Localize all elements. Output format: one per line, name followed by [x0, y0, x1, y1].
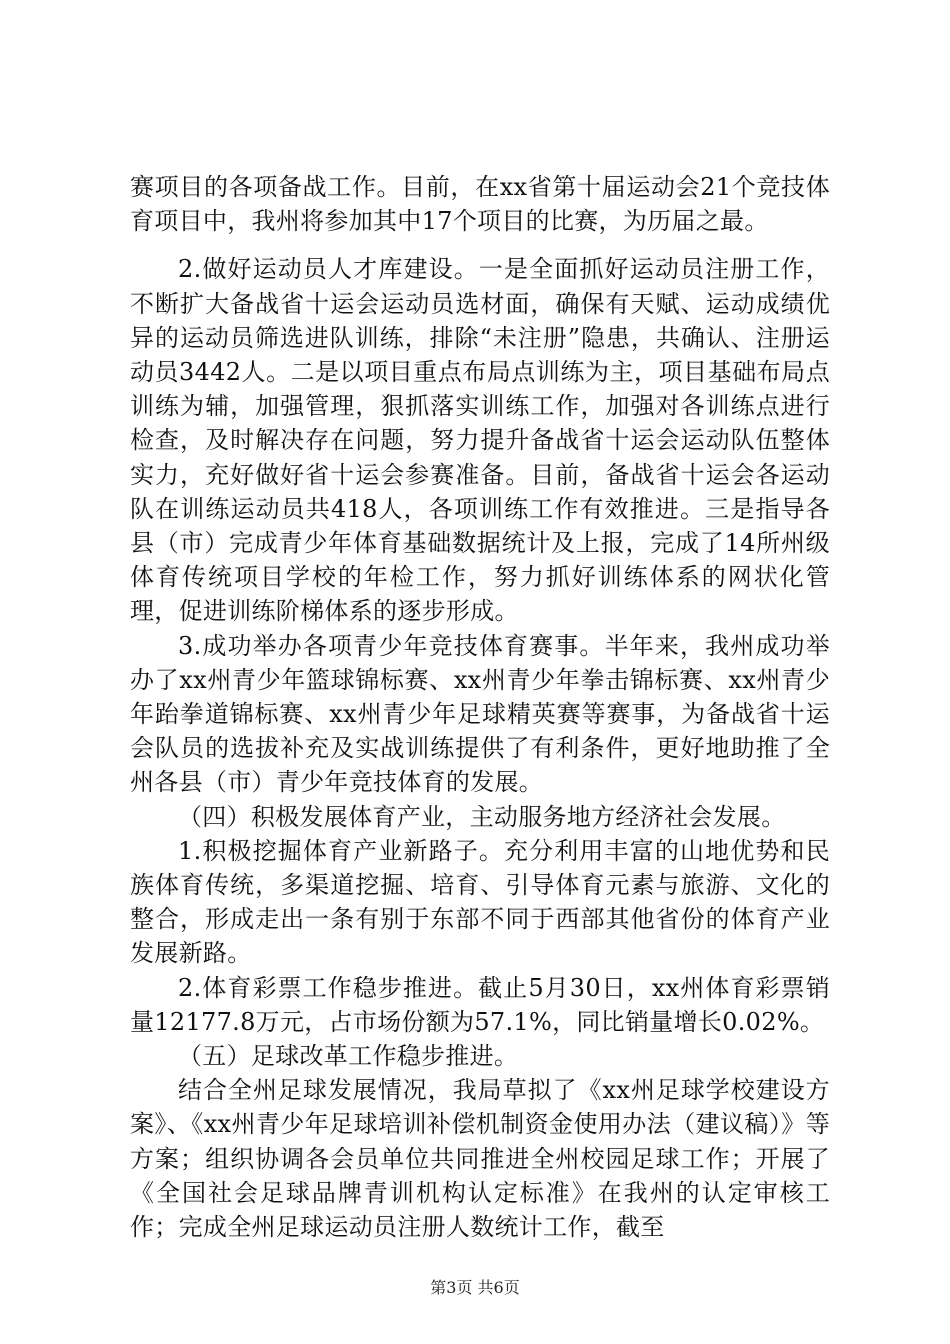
document-body [130, 170, 830, 1244]
page-footer: 第3页 共6页 [430, 1278, 520, 1297]
paragraph-continuation: 赛项目的各项备战工作。目前，在xx省第十届运动会21个竞技体育项目中，我州将参加其中17个项目的比赛，为历届之最。 [130, 173, 830, 236]
paragraph-industry-new-path: 1.积极挖掘体育产业新路子。充分利用丰富的山地优势和民族体育传统，多渠道挖掘、培育、引导体育元素与旅游、文化的整合，形成走出一条有别于东部不同于西部其他省份的体育产业发展新路。 [130, 836, 830, 968]
paragraph-sports-lottery: 2.体育彩票工作稳步推进。截止5月30日，xx州体育彩票销量12177.8万元，占市场份额为57.1%，同比销量增长0.02%。 [130, 973, 830, 1036]
paragraph-youth-competitions: 3.成功举办各项青少年竞技体育赛事。半年来，我州成功举办了xx州青少年篮球锦标赛、xx州青少年拳击锦标赛、xx州青少年跆拳道锦标赛、xx州青少年足球精英赛等赛事，为备战省十运会队员的选拔补充及实战训练提供了有利条件，更好地助推了全州各县（市）青少年竞技体育的发展。 [130, 631, 830, 797]
paragraph-athlete-talent-pool: 2.做好运动员人才库建设。一是全面抓好运动员注册工作，不断扩大备战省十运会运动员选材面，确保有天赋、运动成绩优异的运动员筛选进队训练，排除“未注册”隐患，共确认、注册运动员3442人。二是以项目重点布局点训练为主，项目基础布局点训练为辅，加强管理，狠抓落实训练工作，加强对各训练点进行检查，及时解决存在问题，努力提升备战省十运会运动队伍整体实力，充好做好省十运会参赛准备。目前，备战省十运会各运动队在训练运动员共418人，各项训练工作有效推进。三是指导各县（市）完成青少年体育基础数据统计及上报，完成了14所州级体育传统项目学校的年检工作，努力抓好训练体系的网状化管理，促进训练阶梯体系的逐步形成。 [130, 255, 830, 626]
section-heading-football-reform: （五）足球改革工作稳步推进。 [178, 1042, 519, 1071]
section-heading-sports-industry: （四）积极发展体育产业，主动服务地方经济社会发展。 [178, 802, 786, 831]
paragraph-football-reform: 结合全州足球发展情况，我局草拟了《xx州足球学校建设方案》、《xx州青少年足球培训补偿机制资金使用办法（建议稿）》等方案；组织协调各会员单位共同推进全州校园足球工作；开展了《全国社会足球品牌青训机构认定标准》在我州的认定审核工作；完成全州足球运动员注册人数统计工作，截至 [130, 1076, 830, 1242]
